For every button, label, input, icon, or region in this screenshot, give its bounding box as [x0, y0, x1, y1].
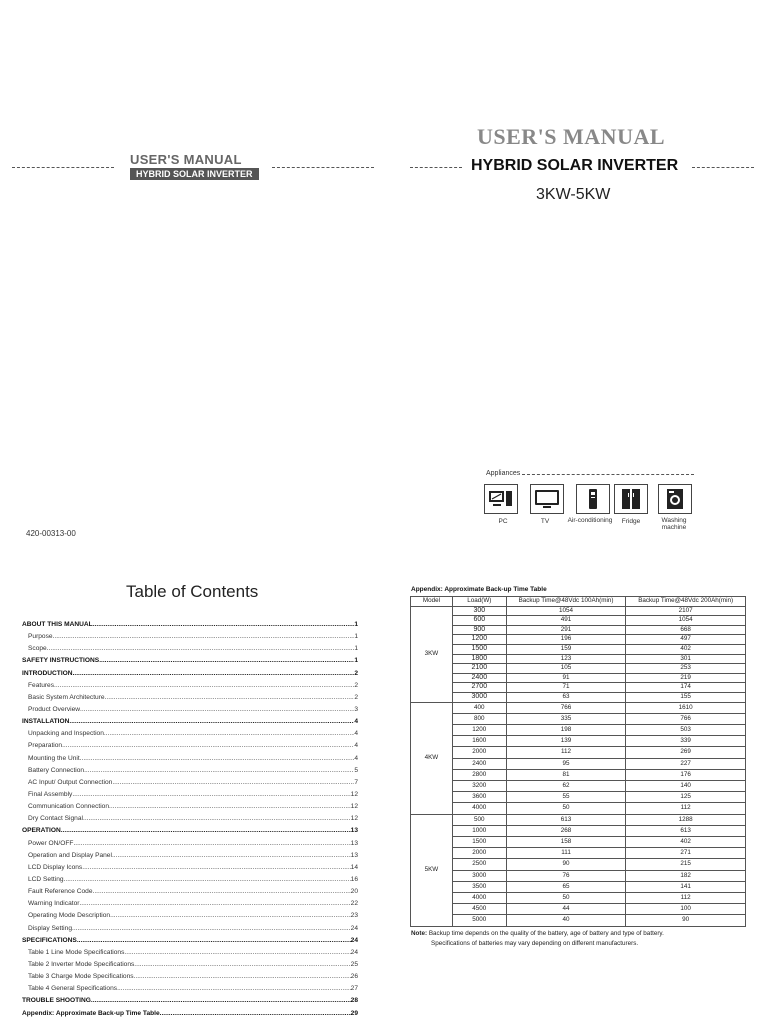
table-cell: 50: [506, 803, 626, 814]
table-cell: 335: [506, 713, 626, 724]
table-cell: 219: [626, 673, 746, 683]
table-row: [411, 803, 746, 814]
table-cell: 227: [626, 758, 746, 769]
appliance-caption: Air-conditioning: [567, 517, 613, 524]
model-cell: 4KW: [411, 702, 453, 814]
table-cell: 1610: [626, 702, 746, 713]
table-cell: 40: [506, 915, 626, 926]
toc-entry-page: 1: [354, 633, 358, 641]
toc-leader: [84, 765, 354, 777]
table-cell: 125: [626, 792, 746, 803]
toc-entry[interactable]: [22, 765, 358, 777]
toc-entry-label: Table 3 Charge Mode Specifications: [28, 973, 134, 981]
table-cell: 402: [626, 836, 746, 847]
table-note: [411, 929, 664, 949]
table-cell: 95: [506, 758, 626, 769]
toc-entry-label: Mounting the Unit: [28, 754, 80, 762]
toc-leader: [61, 825, 351, 837]
toc-leader: [117, 983, 351, 995]
table-cell: 271: [626, 848, 746, 859]
divider: [12, 167, 114, 168]
model-cell: 3KW: [411, 606, 453, 702]
table-cell: 2800: [452, 769, 506, 780]
appliance-caption: TV: [540, 518, 550, 525]
table-cell: 215: [626, 859, 746, 870]
table-row: [411, 736, 746, 747]
table-cell: 100: [626, 904, 746, 915]
toc-entry-label: INTRODUCTION: [22, 669, 73, 677]
table-cell: 198: [506, 724, 626, 735]
appliances-label: Appliances: [486, 470, 521, 477]
toc-entry-page: 1: [354, 657, 358, 665]
table-cell: 3200: [452, 780, 506, 791]
table-cell: 123: [506, 654, 626, 664]
model-cell: 5KW: [411, 814, 453, 926]
toc-entry-label: Scope: [28, 645, 47, 653]
table-cell: 139: [506, 736, 626, 747]
table-row: [411, 836, 746, 847]
toc-entry-page: 4: [354, 730, 358, 738]
toc-entry[interactable]: [22, 923, 358, 935]
back-cover-title: USER'S MANUAL: [130, 152, 242, 167]
toc-entry[interactable]: [22, 1008, 358, 1020]
table-cell: 301: [626, 654, 746, 664]
table-row: [411, 814, 746, 825]
table-cell: 90: [506, 859, 626, 870]
table-cell: 291: [506, 625, 626, 635]
toc-entry-label: Features: [28, 681, 55, 689]
toc-leader: [80, 753, 355, 765]
toc-entry[interactable]: [22, 910, 358, 922]
power-range: 3KW-5KW: [536, 186, 611, 203]
table-cell: 491: [506, 616, 626, 626]
table-row: [411, 859, 746, 870]
divider: [522, 474, 694, 475]
column-header: Model: [411, 597, 453, 607]
toc-leader: [112, 850, 351, 862]
toc-entry[interactable]: [22, 692, 358, 704]
table-cell: 182: [626, 870, 746, 881]
table-row: [411, 654, 746, 664]
toc-leader: [53, 631, 355, 643]
table-cell: 76: [506, 870, 626, 881]
toc-entry-label: INSTALLATION: [22, 718, 70, 726]
appliance-caption: Washing machine: [661, 517, 687, 531]
toc-entry-page: 7: [354, 778, 358, 786]
fridge-icon: [614, 484, 648, 514]
toc-entry[interactable]: [22, 862, 358, 874]
toc-entry-label: Table 4 General Specifications: [28, 985, 118, 993]
toc-title: Table of Contents: [126, 582, 259, 601]
table-row: [411, 644, 746, 654]
table-row: [411, 692, 746, 702]
table-cell: 269: [626, 747, 746, 758]
table-cell: 141: [626, 881, 746, 892]
table-row: [411, 606, 746, 616]
toc-entry-label: Product Overview: [28, 705, 81, 713]
toc-leader: [105, 692, 355, 704]
note-line: Specifications of batteries may vary depending on different manufacturers.: [431, 940, 639, 947]
toc-leader: [47, 643, 355, 655]
table-cell: 1800: [452, 654, 506, 664]
table-cell: 3000: [452, 692, 506, 702]
backup-time-table: [410, 596, 746, 927]
table-cell: 1600: [452, 736, 506, 747]
toc-entry-page: 14: [350, 863, 358, 871]
toc-leader: [62, 740, 354, 752]
table-cell: 1200: [452, 724, 506, 735]
toc-entry[interactable]: [22, 874, 358, 886]
toc-entry-page: 12: [350, 815, 358, 823]
table-row: [411, 915, 746, 926]
toc-entry-page: 23: [350, 912, 358, 920]
toc-entry-label: LCD Display Icons: [28, 863, 83, 871]
toc-leader: [72, 923, 351, 935]
toc-entry-label: Basic System Architecture: [28, 693, 105, 701]
toc-leader: [112, 777, 354, 789]
toc-entry-page: 16: [350, 875, 358, 883]
table-cell: 159: [506, 644, 626, 654]
table-cell: 268: [506, 825, 626, 836]
toc-leader: [64, 874, 351, 886]
tv-icon: [530, 484, 564, 514]
toc-entry-page: 13: [350, 839, 358, 847]
toc-entry[interactable]: [22, 935, 358, 947]
table-cell: 800: [452, 713, 506, 724]
toc-entry-page: 1: [354, 645, 358, 653]
table-cell: 71: [506, 683, 626, 693]
table-row: [411, 892, 746, 903]
toc-entry-label: OPERATION: [22, 827, 61, 835]
toc-entry[interactable]: [22, 971, 358, 983]
toc-entry[interactable]: [22, 643, 358, 655]
table-cell: 55: [506, 792, 626, 803]
table-cell: 497: [626, 635, 746, 645]
table-cell: 90: [626, 915, 746, 926]
toc-entry-page: 3: [354, 705, 358, 713]
table-cell: 174: [626, 683, 746, 693]
table-cell: 400: [452, 702, 506, 713]
table-row: [411, 635, 746, 645]
toc-entry[interactable]: [22, 716, 358, 728]
toc-entry[interactable]: [22, 898, 358, 910]
toc-entry-page: 13: [350, 851, 358, 859]
toc-leader: [99, 655, 354, 667]
toc-entry-page: 25: [350, 960, 358, 968]
table-row: [411, 769, 746, 780]
cover-title: USER'S MANUAL: [477, 124, 666, 149]
toc-entry-page: 29: [350, 1009, 358, 1017]
toc-entry-page: 27: [350, 985, 358, 993]
table-cell: 2107: [626, 606, 746, 616]
table-row: [411, 780, 746, 791]
toc-entry-page: 24: [350, 948, 358, 956]
toc-entry-page: 22: [350, 900, 358, 908]
table-cell: 111: [506, 848, 626, 859]
appliance-caption: Fridge: [621, 518, 641, 525]
toc-leader: [109, 801, 351, 813]
toc-leader: [93, 619, 355, 631]
column-header: Backup Time@48Vdc 200Ah(min): [626, 597, 746, 607]
washing-machine-icon: [658, 484, 692, 514]
toc-entry[interactable]: [22, 655, 358, 667]
table-cell: 3600: [452, 792, 506, 803]
table-cell: 2000: [452, 848, 506, 859]
table-cell: 50: [506, 892, 626, 903]
column-header: Backup Time@48Vdc 100Ah(min): [506, 597, 626, 607]
toc-entry[interactable]: [22, 801, 358, 813]
toc-entry-page: 12: [350, 803, 358, 811]
table-cell: 112: [506, 747, 626, 758]
table-row: [411, 713, 746, 724]
toc-leader: [160, 1008, 351, 1020]
toc-entry[interactable]: [22, 753, 358, 765]
toc-entry-label: Final Assembly: [28, 790, 73, 798]
table-cell: 1500: [452, 836, 506, 847]
toc-leader: [80, 704, 354, 716]
table-cell: 503: [626, 724, 746, 735]
toc-entry-page: 26: [350, 973, 358, 981]
table-cell: 105: [506, 664, 626, 674]
table-of-contents: [22, 619, 358, 1020]
toc-entry[interactable]: [22, 777, 358, 789]
toc-leader: [134, 959, 350, 971]
toc-leader: [104, 728, 354, 740]
toc-entry-label: AC Input/ Output Connection: [28, 778, 113, 786]
toc-entry-page: 4: [354, 754, 358, 762]
table-cell: 339: [626, 736, 746, 747]
table-cell: 3500: [452, 881, 506, 892]
table-row: [411, 758, 746, 769]
toc-entry[interactable]: [22, 668, 358, 680]
table-cell: 91: [506, 673, 626, 683]
toc-entry-page: 1: [354, 621, 358, 628]
toc-entry-page: 2: [354, 669, 358, 677]
table-row: [411, 616, 746, 626]
toc-entry-label: Preparation: [28, 742, 63, 750]
cover-subtitle: HYBRID SOLAR INVERTER: [471, 157, 679, 174]
toc-entry[interactable]: [22, 789, 358, 801]
table-row: [411, 683, 746, 693]
toc-entry-label: SPECIFICATIONS: [22, 936, 77, 944]
toc-entry[interactable]: [22, 680, 358, 692]
table-cell: 140: [626, 780, 746, 791]
toc-leader: [93, 886, 351, 898]
table-cell: 1054: [626, 616, 746, 626]
table-row: [411, 870, 746, 881]
table-cell: 668: [626, 625, 746, 635]
toc-leader: [83, 813, 351, 825]
divider: [272, 167, 374, 168]
table-cell: 766: [626, 713, 746, 724]
toc-entry[interactable]: [22, 886, 358, 898]
toc-leader: [72, 789, 350, 801]
toc-leader: [110, 910, 351, 922]
table-cell: 2400: [452, 673, 506, 683]
toc-entry-label: Appendix: Approximate Back-up Time Table: [22, 1009, 160, 1017]
table-cell: 1500: [452, 644, 506, 654]
toc-leader: [77, 935, 351, 947]
toc-entry[interactable]: [22, 704, 358, 716]
toc-entry[interactable]: [22, 825, 358, 837]
air-conditioner-icon: [576, 484, 610, 514]
table-cell: 402: [626, 644, 746, 654]
toc-entry[interactable]: [22, 813, 358, 825]
table-cell: 176: [626, 769, 746, 780]
table-cell: 1288: [626, 814, 746, 825]
toc-entry-page: 20: [350, 888, 358, 896]
table-row: [411, 825, 746, 836]
toc-entry-page: 24: [350, 936, 358, 944]
table-cell: 1000: [452, 825, 506, 836]
toc-leader: [124, 947, 350, 959]
table-cell: 81: [506, 769, 626, 780]
toc-entry-label: Table 2 Inverter Mode Specifications: [28, 960, 135, 968]
table-row: [411, 673, 746, 683]
table-cell: 500: [452, 814, 506, 825]
toc-entry[interactable]: [22, 959, 358, 971]
table-cell: 62: [506, 780, 626, 791]
table-cell: 300: [452, 606, 506, 616]
divider: [692, 167, 754, 168]
toc-leader: [134, 971, 351, 983]
backup-table-title: Appendix: Approximate Back-up Time Table: [411, 586, 547, 593]
table-cell: 766: [506, 702, 626, 713]
note-line: Backup time depends on the quality of the battery, age of battery and type of battery.: [428, 930, 664, 937]
toc-entry-page: 2: [354, 693, 358, 701]
toc-entry[interactable]: [22, 995, 358, 1007]
divider: [410, 167, 462, 168]
table-cell: 2100: [452, 664, 506, 674]
table-cell: 112: [626, 892, 746, 903]
toc-entry-label: Communication Connection: [28, 803, 109, 811]
toc-leader: [69, 716, 354, 728]
toc-leader: [91, 995, 351, 1007]
table-cell: 4000: [452, 803, 506, 814]
toc-entry-page: 12: [350, 790, 358, 798]
table-row: [411, 881, 746, 892]
toc-entry-page: 5: [354, 766, 358, 774]
note-label: Note:: [411, 930, 428, 937]
toc-entry-label: LCD Setting: [28, 875, 64, 883]
table-cell: 4500: [452, 904, 506, 915]
table-cell: 900: [452, 625, 506, 635]
toc-entry-label: Power ON/OFF: [28, 839, 74, 847]
toc-leader: [54, 680, 354, 692]
table-row: [411, 792, 746, 803]
toc-leader: [73, 838, 350, 850]
toc-entry-label: Display Setting: [28, 924, 72, 932]
table-cell: 4000: [452, 892, 506, 903]
toc-entry[interactable]: [22, 947, 358, 959]
toc-entry-label: Operation and Display Panel: [28, 851, 112, 859]
toc-entry-label: Table 1 Line Mode Specifications: [28, 948, 125, 956]
table-cell: 1200: [452, 635, 506, 645]
back-cover-subtitle: HYBRID SOLAR INVERTER: [130, 168, 259, 180]
toc-leader: [73, 668, 355, 680]
toc-entry[interactable]: [22, 838, 358, 850]
toc-entry-label: Fault Reference Code: [28, 888, 93, 896]
toc-entry-label: Dry Contact Signal: [28, 815, 83, 823]
toc-entry-label: Operating Mode Description: [28, 912, 111, 920]
table-cell: 44: [506, 904, 626, 915]
column-header: Load(W): [452, 597, 506, 607]
table-cell: 63: [506, 692, 626, 702]
table-cell: 196: [506, 635, 626, 645]
table-cell: 112: [626, 803, 746, 814]
table-cell: 3000: [452, 870, 506, 881]
toc-entry[interactable]: [22, 740, 358, 752]
table-cell: 5000: [452, 915, 506, 926]
toc-entry[interactable]: [22, 728, 358, 740]
document-number: 420-00313-00: [26, 529, 76, 538]
toc-entry-label: SAFETY INSTRUCTIONS: [22, 657, 100, 665]
table-cell: 600: [452, 616, 506, 626]
table-cell: 2500: [452, 859, 506, 870]
toc-entry-page: 4: [354, 742, 358, 750]
table-row: [411, 724, 746, 735]
toc-entry-label: Purpose: [28, 633, 53, 641]
table-cell: 613: [506, 814, 626, 825]
table-row: [411, 848, 746, 859]
toc-entry[interactable]: [22, 631, 358, 643]
table-row: [411, 664, 746, 674]
toc-entry-page: 2: [354, 681, 358, 689]
table-cell: 2700: [452, 683, 506, 693]
table-cell: 158: [506, 836, 626, 847]
table-row: [411, 625, 746, 635]
table-cell: 2400: [452, 758, 506, 769]
toc-entry-page: 4: [354, 718, 358, 726]
table-row: [411, 904, 746, 915]
table-row: [411, 747, 746, 758]
toc-entry-label: ABOUT THIS MANUAL: [22, 621, 93, 628]
table-cell: 65: [506, 881, 626, 892]
table-cell: 613: [626, 825, 746, 836]
table-cell: 1054: [506, 606, 626, 616]
appliance-caption: PC: [498, 518, 508, 525]
pc-icon: [484, 484, 518, 514]
toc-entry-label: TROUBLE SHOOTING: [22, 997, 91, 1005]
table-cell: 253: [626, 664, 746, 674]
toc-leader: [79, 898, 350, 910]
toc-entry-label: Warning Indicator: [28, 900, 80, 908]
toc-entry[interactable]: [22, 983, 358, 995]
toc-entry[interactable]: [22, 619, 358, 631]
toc-entry-label: Battery Connection: [28, 766, 85, 774]
toc-entry[interactable]: [22, 850, 358, 862]
toc-entry-page: 13: [350, 827, 358, 835]
table-row: [411, 702, 746, 713]
toc-leader: [82, 862, 350, 874]
toc-entry-label: Unpacking and Inspection: [28, 730, 104, 738]
table-cell: 155: [626, 692, 746, 702]
toc-entry-page: 24: [350, 924, 358, 932]
toc-entry-page: 28: [350, 997, 358, 1005]
table-cell: 2000: [452, 747, 506, 758]
